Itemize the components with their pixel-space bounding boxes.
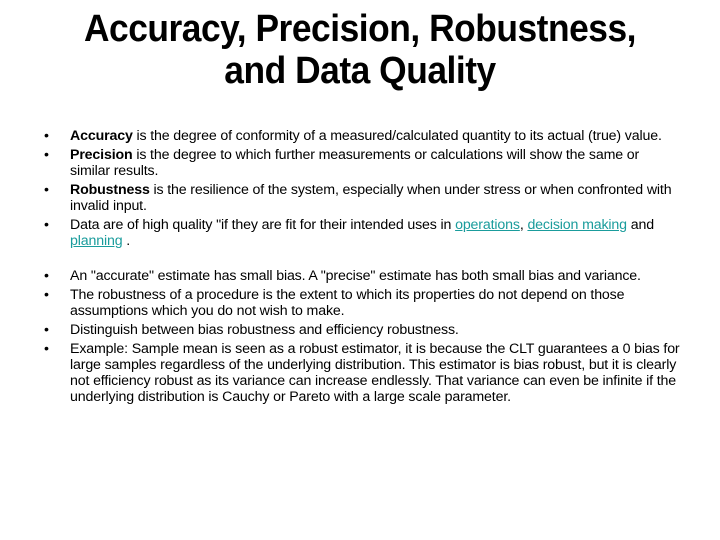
bullet-precision <box>40 147 680 179</box>
slide-body <box>40 128 680 408</box>
data-quality-text: Data are of high quality "if they are fit for their intended uses in <box>70 217 456 233</box>
bullet-list-definitions <box>40 128 680 249</box>
bullet-icon: • <box>44 287 49 303</box>
spacer <box>40 252 680 268</box>
link-decision-making[interactable]: decision making <box>527 217 627 233</box>
bullet-robustness-procedure <box>40 287 680 319</box>
bullet-icon: • <box>44 147 49 163</box>
link-planning[interactable]: planning <box>70 233 123 249</box>
bullet-bias-vs-efficiency <box>40 322 680 338</box>
bullet-accuracy <box>40 128 680 144</box>
bullet-example <box>40 341 680 405</box>
slide-title-line-2: and Data Quality <box>224 50 496 92</box>
separator-text: and <box>626 217 654 233</box>
bullet-text: Distinguish between bias robustness and efficiency robustness. <box>70 322 459 338</box>
term-precision: Precision <box>70 147 133 163</box>
bullet-icon: • <box>44 322 49 338</box>
bullet-list-details <box>40 268 680 405</box>
slide-title <box>25 8 695 92</box>
bullet-accurate-vs-precise <box>40 268 680 284</box>
definition-precision: is the degree to which further measurements or calculations will show the same or similar results. <box>70 147 640 179</box>
bullet-icon: • <box>44 341 49 357</box>
separator-text: , <box>519 217 528 233</box>
term-accuracy: Accuracy <box>70 128 133 144</box>
bullet-robustness <box>40 182 680 214</box>
bullet-text: Example: Sample mean is seen as a robust estimator, it is because the CLT guarantees a 0 bias for large samples regardless of the underlying distribution. This estimator is bias robust, but it is clearly not efficiency robust as its variance can increase endlessly. That variance can even be infinite if the underlying distribution is Cauchy or Pareto with a large scale parameter. <box>70 341 680 405</box>
definition-accuracy: is the degree of conformity of a measured/calculated quantity to its actual (true) value. <box>132 128 662 144</box>
term-robustness: Robustness <box>70 182 150 198</box>
bullet-icon: • <box>44 268 49 284</box>
bullet-data-quality <box>40 217 680 249</box>
trailing-text: . <box>122 233 131 249</box>
bullet-text: The robustness of a procedure is the extent to which its properties do not depend on those assumptions which you do not wish to make. <box>70 287 625 319</box>
link-operations[interactable]: operations <box>455 217 520 233</box>
bullet-text: An "accurate" estimate has small bias. A "precise" estimate has both small bias and variance. <box>70 268 641 284</box>
definition-robustness: is the resilience of the system, especially when under stress or when confronted with invalid input. <box>70 182 672 214</box>
bullet-icon: • <box>44 217 49 233</box>
slide-title-line-1: Accuracy, Precision, Robustness, <box>83 8 637 50</box>
bullet-icon: • <box>44 182 49 198</box>
bullet-icon: • <box>44 128 49 144</box>
